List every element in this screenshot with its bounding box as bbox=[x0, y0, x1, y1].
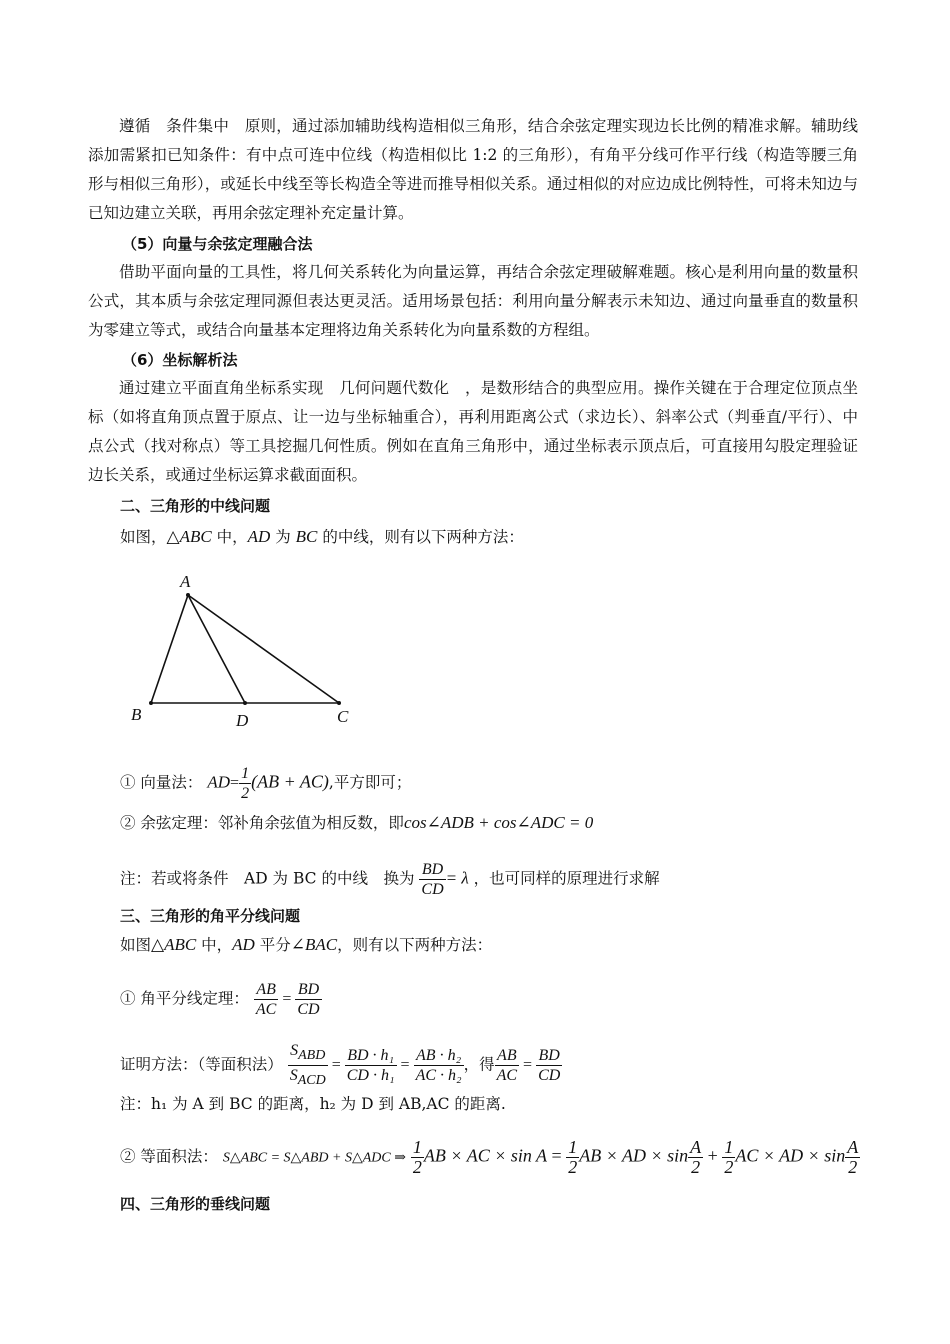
vertex-a-label: A bbox=[180, 572, 191, 591]
fraction-half-2: $\frac{1}{2}$ bbox=[568, 1137, 578, 1177]
area-abd-sub: ABD bbox=[298, 1048, 326, 1064]
fraction-area-ratio bbox=[288, 1041, 328, 1090]
area-method-label: ② 等面积法： bbox=[120, 1147, 218, 1166]
area-s-den: S bbox=[289, 1067, 298, 1085]
median-method-vector bbox=[120, 764, 411, 803]
equals-sign: = bbox=[230, 774, 240, 792]
fraction-bd-cd: $\frac{BD}{CD}$ bbox=[421, 861, 444, 898]
vertex-c-dot bbox=[337, 701, 341, 705]
vector-ad: AD bbox=[207, 772, 231, 792]
bisector-intro-post: ，则有以下两种方法： bbox=[337, 936, 493, 954]
bisector-intro-mid1: 中， bbox=[196, 936, 233, 954]
bisector-proof: 证明方法：（等面积法） $\frac{S_{ABD}}{S_{ACD}}$ = $\frac{\text{BD · h₁}}{\text{CD · h₁}}$ = $\frac{\text{AB · h₂}}{\text{AC · h₂}}$ ，得 $\frac{AB}{AC}$ = $\frac{BD}{CD}$ bbox=[120, 1042, 561, 1089]
triangle-figure bbox=[120, 565, 370, 735]
vertex-b-dot bbox=[149, 701, 153, 705]
bisector-theorem-label: ① 角平分线定理： bbox=[120, 989, 249, 1008]
median-intro-post: 的中线，则有以下两种方法： bbox=[317, 528, 524, 546]
area-identity: S△ABC = S△ABD + S△ADC ⇒ bbox=[222, 1150, 406, 1166]
angle-bac: ∠BAC bbox=[290, 935, 338, 954]
segment-ad: AD bbox=[247, 527, 271, 546]
triangle-symbol: △ABC bbox=[166, 527, 212, 546]
triangle-symbol-2: △ABC bbox=[151, 935, 197, 954]
paragraph-vector-method: 借助平面向量的工具性，将几何关系转化为向量运算，再结合余弦定理破解难题。核心是利用向量的数量积公式，其本质与余弦定理同源但表达更灵活。适用场景包括：利用向量分解表示未知边、通过向量垂直的数量积为零建立等式，或结合向量基本定理将边角关系转化为向量系数的方程组。 bbox=[88, 263, 858, 339]
point-d-dot bbox=[243, 701, 247, 705]
section-altitude-title: 四、三角形的垂线问题 bbox=[120, 1195, 271, 1213]
segment-ad-2: AD bbox=[232, 935, 255, 954]
vertex-b-label: B bbox=[131, 705, 142, 724]
segment-bc: BC bbox=[295, 527, 318, 546]
fraction-ab-ac-2: $\frac{AB}{AC}$ bbox=[496, 1047, 518, 1085]
area-term-3: AC × AD × sin bbox=[735, 1145, 846, 1166]
bisector-area-method: ② 等面积法： S△ABC = S△ABD + S△ADC ⇒ $\frac{1}{2}$ AB × AC × sin A = $\frac{1}{2}$ AB × AD × sin $\frac{A}{2}$ + $\frac{1}{2}$ AC × AD × sin $\frac{A}{2}$ bbox=[120, 1137, 859, 1177]
cosine-equation: cos∠ADB + cos∠ADC = 0 bbox=[403, 813, 594, 832]
method-vector-tail: ,平方即可； bbox=[328, 773, 412, 792]
vertex-a-dot bbox=[186, 593, 190, 597]
median-ad bbox=[188, 595, 245, 703]
method-cosine-label: ② 余弦定理：邻补角余弦值为相反数，即 bbox=[120, 814, 404, 832]
fraction-bd-h1: $\frac{\text{BD · h₁}}{\text{CD · h₁}}$ bbox=[346, 1047, 395, 1085]
median-note-pre: 注：若或将条件 AD 为 BC 的中线 换为 bbox=[120, 869, 415, 888]
heading-vector-method: （5）向量与余弦定理融合法 bbox=[122, 235, 313, 253]
fraction-a-over-2-b: $\frac{A}{2}$ bbox=[847, 1137, 859, 1177]
paragraph-coordinate-method: 通过建立平面直角坐标系实现 几何问题代数化 ，是数形结合的典型应用。操作关键在于合理定位顶点坐标（如将直角顶点置于原点、让一边与坐标轴重合），再利用距离公式（求边长）、斜率公式（判垂直/平行）、中点公式（找对称点）等工具挖掘几何性质。例如在直角三角形中，通过坐标表示顶点后，可直接用勾股定理验证边长关系，或通过坐标运算求截面面积。 bbox=[88, 379, 858, 484]
vertex-c-label: C bbox=[337, 707, 349, 726]
bisector-intro bbox=[120, 934, 492, 956]
bisector-intro-pre: 如图 bbox=[120, 936, 152, 954]
fraction-bd-cd-2: $\frac{BD}{CD}$ bbox=[297, 981, 320, 1018]
median-intro bbox=[120, 526, 524, 548]
ratio-lambda: = λ bbox=[445, 868, 469, 888]
proof-get: ，得 bbox=[463, 1055, 495, 1074]
median-note-post: ，也可同样的原理进行求解 bbox=[473, 869, 660, 888]
fraction-half-3: $\frac{1}{2}$ bbox=[724, 1137, 734, 1177]
median-intro-mid1: 中， bbox=[211, 528, 248, 546]
fraction-ab-ac: $\frac{AB}{AC}$ bbox=[255, 981, 277, 1018]
section-bisector-title: 三、三角形的角平分线问题 bbox=[120, 907, 301, 925]
section-median-title: 二、三角形的中线问题 bbox=[120, 497, 271, 515]
fraction-one-half: $\frac{1}{2}$ bbox=[241, 765, 250, 802]
area-term-2: AB × AD × sin bbox=[579, 1145, 689, 1166]
area-s-num: S bbox=[290, 1042, 299, 1059]
fraction-ab-h2: $\frac{\text{AB · h₂}}{\text{AC · h₂}}$ bbox=[415, 1047, 462, 1085]
side-ab bbox=[151, 595, 188, 703]
median-note bbox=[120, 860, 660, 899]
area-acd-sub: ACD bbox=[297, 1073, 326, 1089]
fraction-half-1: $\frac{1}{2}$ bbox=[412, 1137, 422, 1177]
heading-coordinate-method: （6）坐标解析法 bbox=[122, 351, 238, 369]
paragraph-auxiliary-lines: 遵循 条件集中 原则，通过添加辅助线构造相似三角形，结合余弦定理实现边长比例的精准求解。辅助线添加需紧扣已知条件：有中点可连中位线（构造相似比 1:2 的三角形），有角平分线可作平行线（构造等腰三角形与相似三角形），或延长中线至等长构造全等进而推导相似关系。通过相似的对应边成比例特性，可将未知边与已知边建立关联，再用余弦定理补充定量计算。 bbox=[88, 117, 858, 222]
median-intro-pre: 如图， bbox=[120, 528, 167, 546]
proof-label: 证明方法：（等面积法） bbox=[120, 1055, 283, 1074]
bisector-intro-mid2: 平分 bbox=[254, 936, 291, 954]
median-method-cosine bbox=[120, 812, 593, 834]
fraction-bd-cd-3: $\frac{BD}{CD}$ bbox=[538, 1047, 561, 1085]
side-ac bbox=[188, 595, 339, 703]
median-intro-mid2: 为 bbox=[270, 528, 296, 546]
bisector-theorem: ① 角平分线定理： $\frac{AB}{AC}$ = $\frac{BD}{CD}$ bbox=[120, 981, 320, 1018]
point-d-label: D bbox=[236, 711, 249, 730]
method-vector-label: ① 向量法： bbox=[120, 773, 203, 792]
area-term-1: AB × AC × sin A bbox=[423, 1145, 548, 1166]
vector-sum: (AB + AC) bbox=[251, 771, 329, 792]
bisector-note: 注：h₁ 为 A 到 BC 的距离，h₂ 为 D 到 AB,AC 的距离. bbox=[120, 1095, 506, 1113]
fraction-a-over-2: $\frac{A}{2}$ bbox=[690, 1137, 702, 1177]
